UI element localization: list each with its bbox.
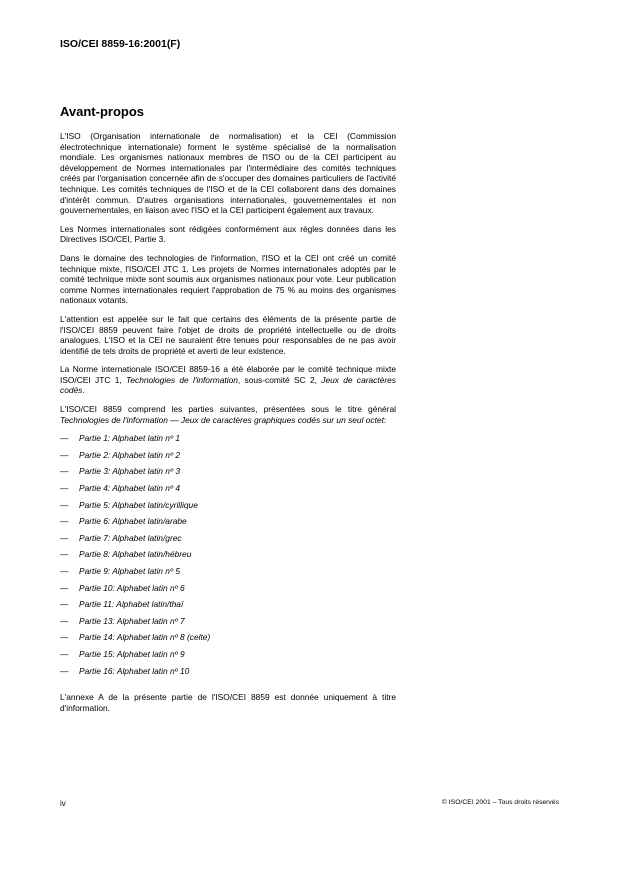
preparation-text-3: . (82, 385, 85, 396)
parts-intro-text: L'ISO/CEI 8859 comprend les parties suivantes, présentées sous le titre général (60, 404, 396, 415)
paragraph-patent-rights: L'attention est appelée sur le fait que certains des éléments de la présente partie de l'ISO/CEI 8859 peuvent faire l'objet de droits de propriété intellectuelle ou de droits analogues. L'ISO et la CEI ne sauraient être tenues pour responsables de ne pas avoir identifié de tels droits de propriété et averti de leur existence. (60, 313, 396, 356)
list-item-label: Partie 9: Alphabet latin nº 5 (79, 566, 180, 576)
list-item-label: Partie 6: Alphabet latin/arabe (79, 516, 187, 527)
list-item (60, 533, 396, 550)
list-item (60, 583, 396, 600)
parts-general-title: Technologies de l'information — Jeux de caractères graphiques codés sur un seul octet (60, 414, 384, 425)
list-dash: — (60, 615, 69, 626)
preparation-title-it: Technologies de l'information (126, 374, 238, 385)
list-item-label: Partie 1: Alphabet latin nº 1 (79, 433, 180, 444)
list-item-label: Partie 5: Alphabet latin/cyrillique (79, 499, 198, 510)
parts-list (60, 433, 396, 682)
paragraph-annex-note: L'annexe A de la présente partie de l'ISO/CEI 8859 est donnée uniquement à titre d'information. (60, 692, 396, 713)
paragraph-preparation (60, 364, 396, 396)
list-dash: — (60, 499, 69, 510)
list-dash: — (60, 582, 69, 593)
list-dash: — (60, 532, 69, 543)
list-item-label: Partie 7: Alphabet latin/grec (79, 532, 182, 543)
list-dash: — (60, 483, 69, 494)
list-item (60, 516, 396, 533)
list-dash: — (60, 665, 69, 676)
list-dash: — (60, 516, 69, 527)
list-item-label: Partie 4: Alphabet latin nº 4 (79, 483, 180, 494)
copyright-notice: © ISO/CEI 2001 – Tous droits réservés (441, 799, 559, 806)
list-item (60, 433, 396, 450)
list-item-label: Partie 3: Alphabet latin nº 3 (79, 466, 180, 477)
list-dash: — (60, 599, 69, 610)
preparation-text-2: , sous-comité SC 2, (237, 374, 322, 385)
list-dash: — (60, 566, 69, 576)
list-item-label: Partie 2: Alphabet latin nº 2 (79, 449, 180, 460)
paragraph-jtc1: Dans le domaine des technologies de l'information, l'ISO et la CEI ont créé un comité technique mixte, l'ISO/CEI JTC 1. Les projets de Normes internationales adoptés par le comité technique mixte sont soumis aux organismes nationaux pour vote. Leur publication comme Normes internationales requiert l'approbation de 75 % au moins des organismes nationaux votants. (60, 252, 396, 306)
document-identifier: ISO/CEI 8859-16:2001(F) (60, 38, 181, 50)
list-item (60, 500, 396, 517)
list-item (60, 649, 396, 666)
list-item-label: Partie 10: Alphabet latin nº 6 (79, 582, 185, 593)
list-dash: — (60, 648, 69, 659)
list-dash: — (60, 433, 69, 444)
preparation-text-1: La Norme internationale ISO/CEI 8859-16 a été élaborée par le comité technique mixte ISO/CEI JTC 1, (60, 364, 396, 385)
list-item-label: Partie 13: Alphabet latin nº 7 (79, 615, 185, 626)
list-item (60, 599, 396, 616)
list-dash: — (60, 632, 69, 643)
page-number: iv (60, 799, 66, 808)
paragraph-intro: L'ISO (Organisation internationale de normalisation) et la CEI (Commission électrotechnique internationale) forment le système spécialisé de la normalisation mondiale. Les organismes nationaux membres de l'ISO ou de la CEI participent au développement de Normes internationales par l'intermédiaire des comités techniques créés par l'organisation concernée afin de s'occuper des domaines particuliers de l'activité technique. Les comités techniques de l'ISO et de la CEI collaborent dans des domaines d'intérêt commun. D'autres organisations internationales, gouvernementales et non gouvernementales, en liaison avec l'ISO et la CEI participent également aux travaux. (60, 131, 396, 216)
preparation-subtitle: Jeux de caractères codés (60, 374, 396, 396)
list-item-label: Partie 16: Alphabet latin nº 10 (79, 665, 190, 676)
list-item (60, 450, 396, 467)
list-item-label: Partie 15: Alphabet latin nº 9 (79, 648, 185, 659)
parts-intro-colon: : (383, 414, 387, 425)
list-item-label: Partie 11: Alphabet latin/thaï (79, 599, 184, 610)
paragraph-directives: Les Normes internationales sont rédigées conformément aux règles données dans les Directives ISO/CEI, Partie 3. (60, 223, 396, 245)
paragraph-parts-intro (60, 404, 396, 425)
list-dash: — (60, 549, 69, 560)
list-item-label: Partie 8: Alphabet latin/hébreu (79, 549, 192, 560)
list-item (60, 466, 396, 483)
list-item (60, 483, 396, 500)
list-item (60, 566, 396, 583)
foreword-body (60, 131, 396, 721)
list-item (60, 549, 396, 566)
list-item-label: Partie 14: Alphabet latin nº 8 (celte) (79, 632, 211, 643)
list-item (60, 616, 396, 633)
section-title: Avant-propos (60, 104, 145, 119)
list-dash: — (60, 449, 69, 460)
list-item (60, 666, 396, 683)
list-item (60, 632, 396, 649)
list-dash: — (60, 466, 69, 477)
